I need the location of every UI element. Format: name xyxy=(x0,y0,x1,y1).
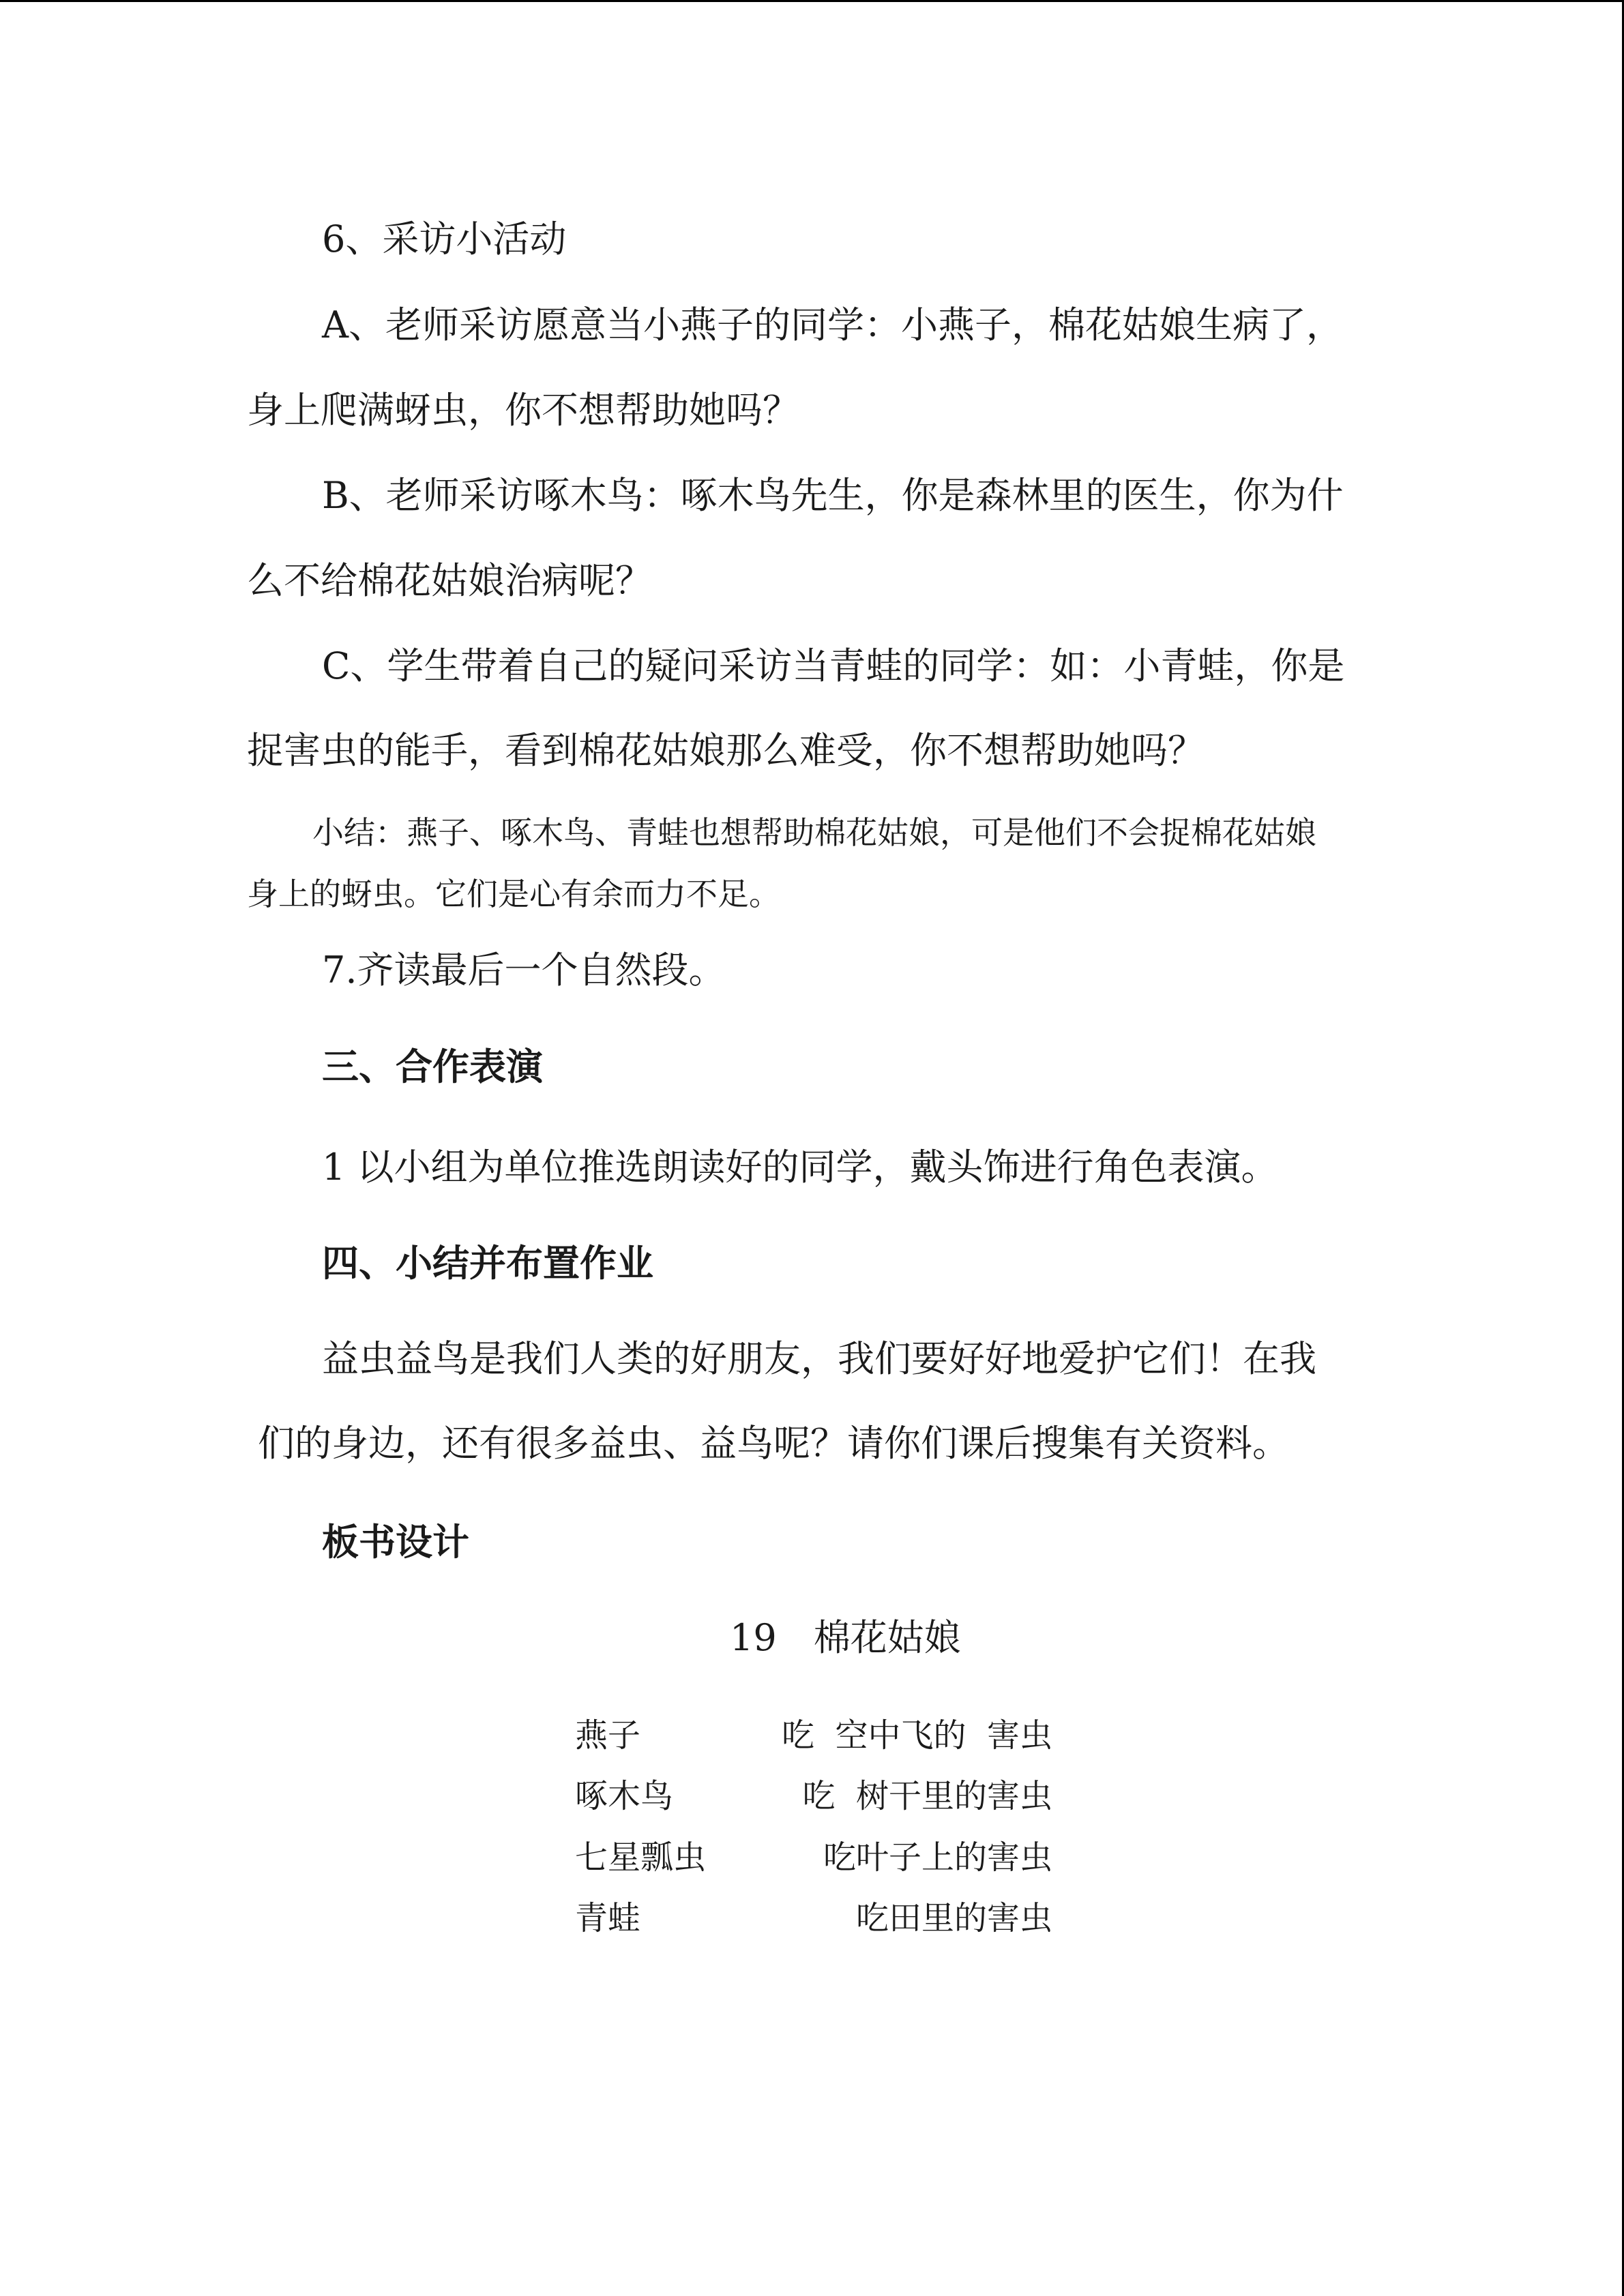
paragraph-a-line2: 身上爬满蚜虫，你不想帮助她吗？ xyxy=(247,389,799,432)
board-row xyxy=(575,1837,1052,1878)
paragraph-a-line1: A、老师采访愿意当小燕子的同学：小燕子，棉花姑娘生病了， xyxy=(322,303,1343,346)
board-animal: 七星瓢虫 xyxy=(575,1838,707,1877)
board-title: 19 棉花姑娘 xyxy=(730,1616,961,1659)
part3-text: 1 以小组为单位推选朗读好的同学，戴头饰进行角色表演。 xyxy=(322,1146,1278,1189)
board-food: 吃 树干里的害虫 xyxy=(802,1777,1052,1815)
board-heading: 板书设计 xyxy=(322,1521,469,1564)
paragraph-b-line2: 么不给棉花姑娘治病呢？ xyxy=(247,559,652,602)
board-animal: 燕子 xyxy=(575,1716,641,1755)
board-row xyxy=(575,1776,1052,1817)
board-food: 吃 空中飞的 害虫 xyxy=(781,1716,1052,1755)
paragraph-c-line2: 捉害虫的能手，看到棉花姑娘那么难受，你不想帮助她吗？ xyxy=(247,729,1205,772)
board-row xyxy=(575,1898,1052,1939)
section-heading: 6、采访小活动 xyxy=(322,218,567,260)
part3-heading: 三、合作表演 xyxy=(322,1045,543,1088)
part4-line2: 们的身边，还有很多益虫、益鸟呢？请你们课后搜集有关资料。 xyxy=(258,1422,1289,1465)
paragraph-b-line1: B、老师采访啄木鸟：啄木鸟先生，你是森林里的医生，你为什 xyxy=(322,474,1344,517)
paragraph-c-line1: C、学生带着自己的疑问采访当青蛙的同学：如：小青蛙，你是 xyxy=(322,644,1345,687)
board-row xyxy=(575,1715,1052,1756)
read-aloud-instruction: 7.齐读最后一个自然段。 xyxy=(322,949,726,992)
part4-heading: 四、小结并布置作业 xyxy=(322,1242,653,1285)
board-animal: 青蛙 xyxy=(575,1899,641,1937)
board-animal: 啄木鸟 xyxy=(575,1777,674,1815)
part4-line1: 益虫益鸟是我们人类的好朋友，我们要好好地爱护它们！在我 xyxy=(322,1337,1316,1380)
summary-line1: 小结：燕子、啄木鸟、青蛙也想帮助棉花姑娘，可是他们不会捉棉花姑娘 xyxy=(312,814,1316,851)
summary-line2: 身上的蚜虫。它们是心有余而力不足。 xyxy=(247,876,780,912)
board-food: 吃叶子上的害虫 xyxy=(823,1838,1052,1877)
board-food: 吃田里的害虫 xyxy=(855,1899,1052,1937)
